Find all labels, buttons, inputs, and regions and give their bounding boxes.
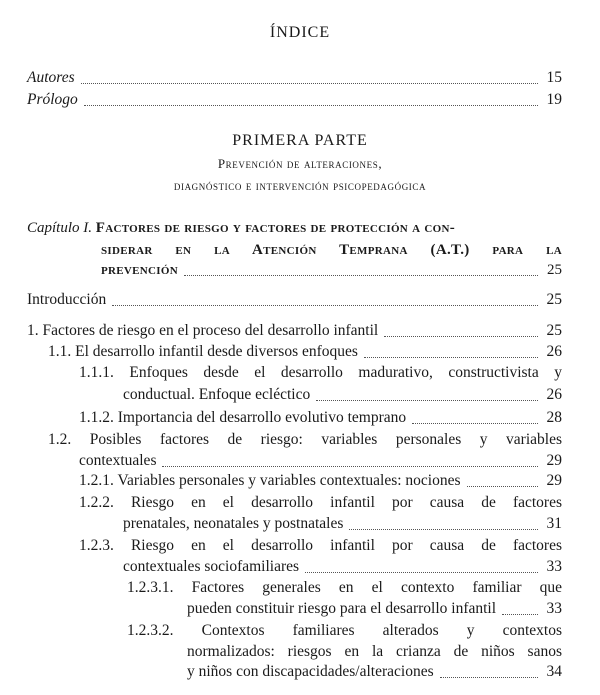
toc-page-number: 19 <box>546 91 562 108</box>
part-title: PRIMERA PARTE <box>232 132 368 149</box>
toc-entry-prologo[interactable] <box>27 90 562 110</box>
toc-entry-label: Introducción <box>27 291 107 308</box>
toc-entry-label: contextuales sociofamiliares <box>123 558 300 575</box>
leader-dots <box>305 572 538 573</box>
leader-dots <box>162 466 538 467</box>
toc-entry-label: Prólogo <box>27 91 78 108</box>
toc-entry-1[interactable] <box>27 321 562 341</box>
leader-dots <box>502 614 538 615</box>
toc-page-number: 33 <box>546 558 562 575</box>
toc-entry-1-2-3-2-line-3[interactable] <box>187 662 562 682</box>
chapter-entry-end[interactable] <box>101 260 562 280</box>
chapter-line-1[interactable] <box>27 218 562 238</box>
leader-dots <box>84 105 538 106</box>
toc-entry-1-2-3-line-1[interactable]: 1.2.3. Riesgo en el desarrollo infantil por causa de factores <box>79 537 562 554</box>
toc-entry-1-2-3-2-line-2: normalizados: riesgos en la crianza de niños sanos <box>187 643 562 660</box>
toc-page-number: 29 <box>546 472 562 489</box>
toc-entry-label: 1.1. El desarrollo infantil desde diversos enfoques <box>48 343 358 360</box>
toc-entry-label: y niños con discapacidades/alteraciones <box>187 663 434 680</box>
toc-page-number: 25 <box>546 322 562 339</box>
toc-entry-label: pueden constituir riesgo para el desarrollo infantil <box>187 600 497 617</box>
toc-entry-1-1-1-line-2[interactable] <box>123 385 562 405</box>
toc-entry-1-2-line-1[interactable]: 1.2. Posibles factores de riesgo: variables personales y variables <box>48 431 562 448</box>
toc-page-number: 26 <box>546 386 562 403</box>
toc-page-number: 15 <box>546 69 562 86</box>
toc-entry-label: Autores <box>27 69 75 86</box>
leader-dots <box>364 357 538 358</box>
toc-entry-1-1-1-line-1[interactable]: 1.1.1. Enfoques desde el desarrollo madurativo, constructivista y <box>79 364 562 381</box>
toc-page-number: 25 <box>546 291 562 308</box>
toc-entry-1-2-2-line-1[interactable]: 1.2.2. Riesgo en el desarrollo infantil por causa de factores <box>79 494 562 511</box>
chapter-title-line-1: Factores de riesgo y factores de protección a con- <box>95 220 456 236</box>
toc-entry-1-1[interactable] <box>48 342 562 362</box>
toc-page-number: 34 <box>546 663 562 680</box>
toc-entry-1-2-1[interactable] <box>79 471 562 491</box>
toc-entry-introduccion[interactable] <box>27 290 562 310</box>
leader-dots <box>384 336 538 337</box>
toc-page-number: 28 <box>546 409 562 426</box>
leader-dots <box>316 400 538 401</box>
toc-entry-label: conductual. Enfoque ecléctico <box>123 386 311 403</box>
toc-entry-1-2-2-line-2[interactable] <box>123 514 562 534</box>
part-subtitle-1: Prevención de alteraciones, <box>217 156 383 171</box>
toc-entry-1-1-2[interactable] <box>79 408 562 428</box>
leader-dots <box>412 423 538 424</box>
toc-page-number: 29 <box>546 452 562 469</box>
toc-entry-label: prenatales, neonatales y postnatales <box>123 515 344 532</box>
toc-page-number: 31 <box>546 515 562 532</box>
leader-dots <box>440 677 538 678</box>
leader-dots <box>112 305 538 306</box>
leader-dots <box>81 83 538 84</box>
leader-dots <box>184 275 538 276</box>
toc-entry-1-2-3-1-line-2[interactable] <box>187 599 562 619</box>
chapter-label: Capítulo I. <box>27 220 93 236</box>
leader-dots <box>349 529 538 530</box>
toc-entry-label: 1.1.2. Importancia del desarrollo evolutivo temprano <box>79 409 407 426</box>
toc-page-number: 25 <box>547 262 562 278</box>
toc-entry-1-2-3-line-2[interactable] <box>123 557 562 577</box>
toc-entry-label: 1. Factores de riesgo en el proceso del desarrollo infantil <box>27 322 379 339</box>
part-subtitle-2: diagnóstico e intervención psicopedagógica <box>173 178 427 193</box>
toc-entry-1-2-3-1-line-1[interactable]: 1.2.3.1. Factores generales en el contexto familiar que <box>127 579 562 596</box>
chapter-title-line-3: prevención <box>101 262 178 278</box>
toc-entry-label: 1.2.1. Variables personales y variables contextuales: nociones <box>79 472 461 489</box>
index-heading: ÍNDICE <box>269 24 331 41</box>
chapter-title-line-2: siderar en la Atención Temprana (A.T.) para la <box>101 242 562 258</box>
toc-entry-1-2-line-2[interactable] <box>79 451 562 471</box>
toc-entry-label: contextuales <box>79 452 157 469</box>
toc-entry-autores[interactable] <box>27 68 562 88</box>
toc-page-number: 26 <box>546 343 562 360</box>
leader-dots <box>467 486 538 487</box>
toc-page-number: 33 <box>546 600 562 617</box>
toc-entry-1-2-3-2-line-1[interactable]: 1.2.3.2. Contextos familiares alterados y contextos <box>127 622 562 639</box>
